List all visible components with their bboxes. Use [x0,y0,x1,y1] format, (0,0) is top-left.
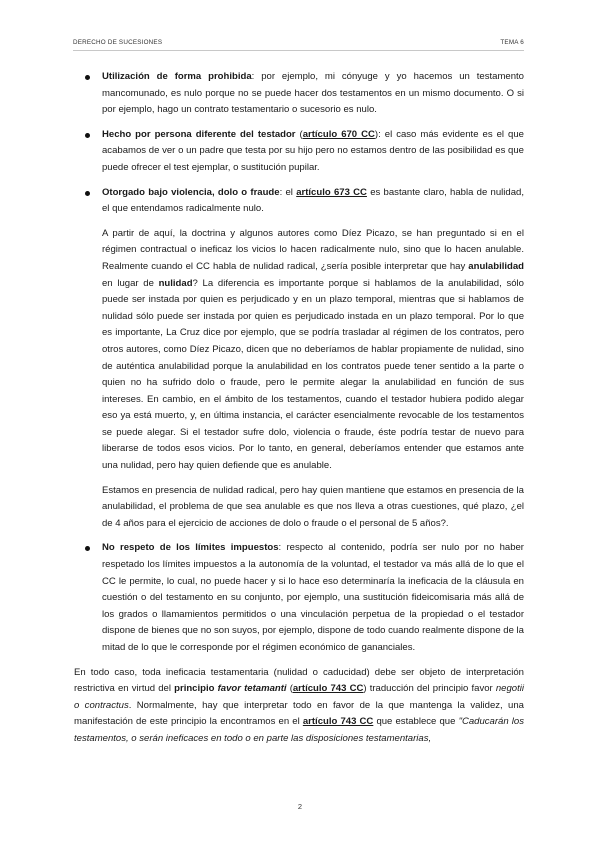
list-item-title: Hecho por persona diferente del testador [102,128,296,140]
text-run: . Normalmente, hay que interpretar todo en favor de la que mantenga la validez, una manifestación de este principio la encontramos en el [74,699,524,728]
paragraph-nulidad-radical [74,483,524,533]
list-item-body: : respecto al contenido, podría ser nulo por no haber respetado los límites impuestos a la autonomía de la voluntad, el testador va más allá de lo que el CC le permite, lo cual, no puede hacer y si lo hace eso determinaría la ineficacia de la cláusula en cuestión o del testamento en su conjunto, por ejemplo, una sustitución fideicomisaria más allá de los grados o llamamientos permitidos o una vinculación perpetua de la propiedad o el testador dispone de bienes que no son suyos, por ejemplo, dispone de todo cuando realmente dispone de la mitad de lo que le corresponde por el régimen económico de gananciales. [102,542,524,653]
list-item-body: ): el caso más evidente es el que acabamos de ver o un padre que testa por su hijo pero no estamos dentro de las posibilidad es que puede ofrecer el test ejemplar, o sustitución pupilar. [102,128,524,173]
list-item-text [102,540,524,656]
paragraph-doctrine [74,226,524,475]
article-reference: artículo 670 CC [302,128,375,140]
header-right: TEMA 6 [500,39,524,46]
article-reference: artículo 743 CC [302,716,374,728]
list-item-title: Otorgado bajo violencia, dolo o fraude [102,186,280,198]
list-item-text [102,185,524,218]
list-item-text [102,127,524,177]
list-item [74,540,524,656]
article-reference: artículo 743 CC [292,683,364,695]
paragraph-text: Estamos en presencia de nulidad radical, pero hay quien mantiene que estamos en presencia de la anulabilidad, el problema de que sea anulable es que nos lleva a otras cuestiones, qué plazo, ¿el de 4 años para el ejercicio de acciones de dolo o fraude o el personal de 5 años?. [102,484,524,529]
bullet-icon [85,546,90,551]
list-item-connector: ( [295,128,303,140]
text-run: En todo caso, toda ineficacia testamentaria (nulidad o caducidad) debe ser objeto de interpretación restrictiva en virtud del [74,666,524,695]
emphasis-nulidad: nulidad [158,277,193,289]
list-item-text [102,69,524,119]
quotation: "Caducarán los testamentos, o serán ineficaces en todo o en parte las disposiciones testamentarias, [74,716,524,744]
text-run: ) traducción del principio favor [363,683,496,695]
bullet-icon [85,75,90,80]
bullet-icon [85,191,90,196]
text-run: en lugar de [102,277,159,289]
list-item-connector: : el [279,186,297,198]
list-item-body: es bastante claro, habla de nulidad, el que entendamos radicalmente nulo. [102,186,525,215]
emphasis-anulabilidad: anulabilidad [468,260,524,272]
text-run: que establece que [373,716,459,728]
emphasis-negotii: negotii o contractus [74,683,524,711]
header-left: DERECHO DE SUCESIONES [73,39,163,46]
paragraph-final [74,665,524,748]
page-number: 2 [297,802,303,811]
article-reference: artículo 673 CC [296,186,367,198]
text-run: ? La diferencia es importante porque si hablamos de la anulabilidad, sólo puede ser instada por quien es perjudicado y en un plazo temporal, mientras que si hablamos de nulidad sólo puede ser instada por quien es perjudicado instada en un plazo temporal. Por lo que es importante, La Cruz dice por ejemplo, que se podría trasladar al régimen de los contratos, pero otros autores, como Díez Picazo, dicen que no deberíamos de hablar propiamente de nulidad, sino de auténtica anulabilidad porque la anulabilidad en los contratos puede tener sentido a la parte o quien no ha sufrido dolo o fraude, pero le permite alegar la anulabilidad en función de sus intereses. En cambio, en el ámbito de los testamentos, cuando el testador hubiera podido alegar eso ya está muerto, y, en última instancia, el carácter esencialmente revocable de los testamentos se puede alegar. Si el testador sufre dolo, violencia o fraude, éste podría testar de nuevo para liberarse de todos esos vicios. Por lo tanto, en general, deberíamos entender que estamos ante una nulidad, pero hay quien defiende que es anulable. [102,277,524,472]
list-item [74,185,524,218]
list-item-title: No respeto de los límites impuestos [102,542,279,554]
paragraph-text [102,226,524,475]
document-body [74,69,524,748]
bullet-icon [85,133,90,138]
list-item-body: : por ejemplo, mi cónyuge y yo hacemos un testamento mancomunado, es nulo porque no se puede hacer dos testamentos en un mismo documento. O si por ejemplo, hago un contrato testamentario o sucesorio es nulo. [102,71,524,116]
text-run: A partir de aquí, la doctrina y algunos autores como Díez Picazo, se han preguntado si en el régimen contractual o ineficaz los vicios lo hacen radicalmente nulo, sino que lo hacen anulable. Realmente cuando el CC habla de nulidad radical, ¿sería posible interpretar que hay [102,227,524,272]
text-run: ( [286,683,293,695]
emphasis-favor-testamenti: favor tetamanti [217,683,287,695]
header-divider [73,50,524,51]
list-item-title: Utilización de forma prohibida [102,71,252,82]
list-item [74,127,524,177]
emphasis-principio: principio [174,683,218,695]
list-item [74,69,524,119]
